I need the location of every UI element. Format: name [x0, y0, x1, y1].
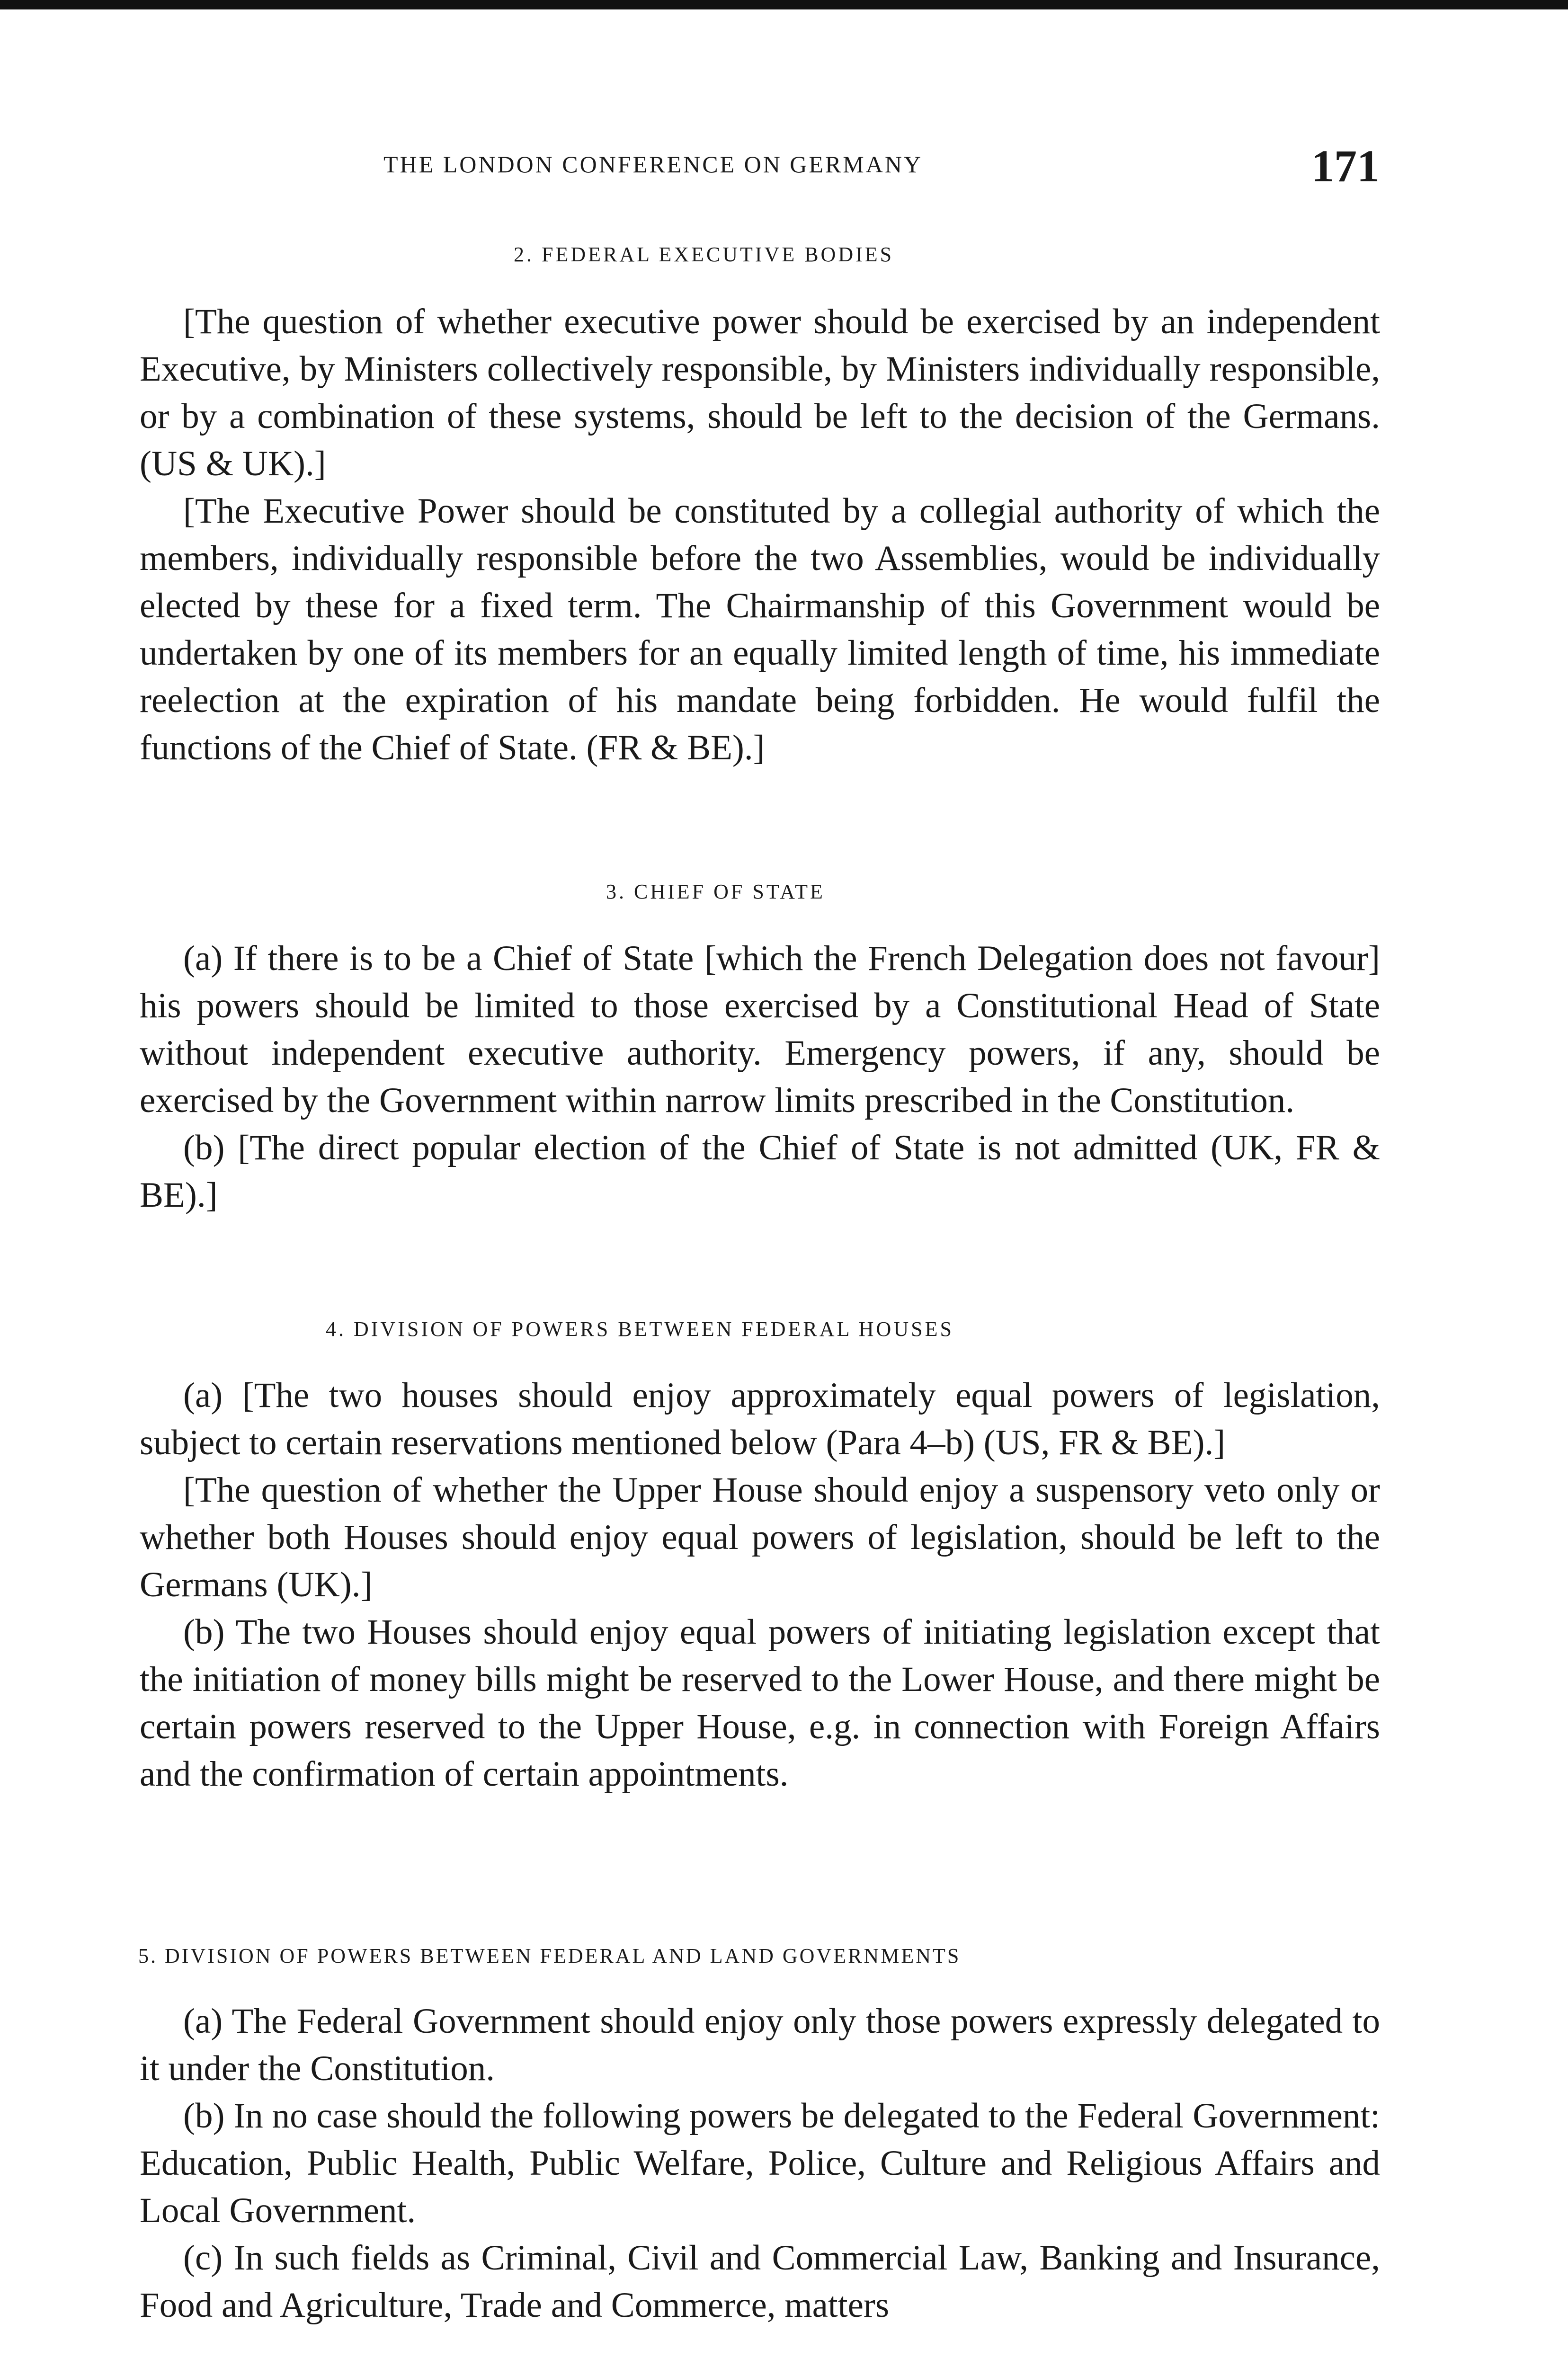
paragraph: [The question of whether the Upper House should enjoy a suspensory veto only or whether both Houses should enjoy equal powers of legislation, should be left to the Germans (UK).] — [140, 1470, 1380, 1604]
paragraph: (a) The Federal Government should enjoy only those powers expressly delegated to it under the Constitution. — [140, 2002, 1380, 2088]
running-title: THE LONDON CONFERENCE ON GERMANY — [383, 151, 923, 178]
paragraph: [The Executive Power should be constituted by a collegial authority of which the members, individually responsible before the two Assemblies, would be individually elected by these for a fixed term. The Chairmanship of this Government would be undertaken by one of its members for an equally limited length of time, his immediate reelection at the expiration of his mandate being forbidden. He would fulfil the functions of the Chief of State. (FR & BE).] — [140, 491, 1380, 767]
section-body — [140, 935, 1380, 1219]
paragraph: (b) The two Houses should enjoy equal powers of initiating legislation except that the initiation of money bills might be reserved to the Lower House, and there might be certain powers reserved to the Upper House, e.g. in connection with Foreign Affairs and the confirmation of certain appointments. — [140, 1612, 1380, 1794]
section-body — [140, 1998, 1380, 2329]
section-body — [140, 1372, 1380, 1798]
paragraph: (c) In such fields as Criminal, Civil and Commercial Law, Banking and Insurance, Food and Agriculture, Trade and Commerce, matters — [140, 2238, 1380, 2325]
section-heading: 3. CHIEF OF STATE — [606, 880, 825, 903]
paragraph: (a) If there is to be a Chief of State [which the French Delegation does not favour] his powers should be limited to those exercised by a Constitutional Head of State without independent executive authority. Emergency powers, if any, should be exercised by the Government within narrow limits prescribed in the Constitution. — [140, 939, 1380, 1120]
paragraph: (b) [The direct popular election of the Chief of State is not admitted (UK, FR & BE).] — [140, 1128, 1380, 1215]
page-number: 171 — [1311, 141, 1380, 191]
paragraph: (a) [The two houses should enjoy approximately equal powers of legislation, subject to certain reservations mentioned below (Para 4–b) (US, FR & BE).] — [140, 1376, 1380, 1462]
paragraph: [The question of whether executive power should be exercised by an independent Executive, by Ministers collectively responsible, by Ministers individually responsible, or by a combination of these systems, should be left to the decision of the Germans. (US & UK).] — [140, 302, 1380, 483]
section-heading: 2. FEDERAL EXECUTIVE BODIES — [514, 243, 894, 266]
section-heading: 5. DIVISION OF POWERS BETWEEN FEDERAL AND LAND GOVERNMENTS — [138, 1944, 961, 1967]
section-body — [140, 298, 1380, 772]
section-heading: 4. DIVISION OF POWERS BETWEEN FEDERAL HOUSES — [326, 1317, 954, 1341]
paragraph: (b) In no case should the following powers be delegated to the Federal Government: Education, Public Health, Public Welfare, Police, Culture and Religious Affairs and Local Government. — [140, 2096, 1380, 2230]
